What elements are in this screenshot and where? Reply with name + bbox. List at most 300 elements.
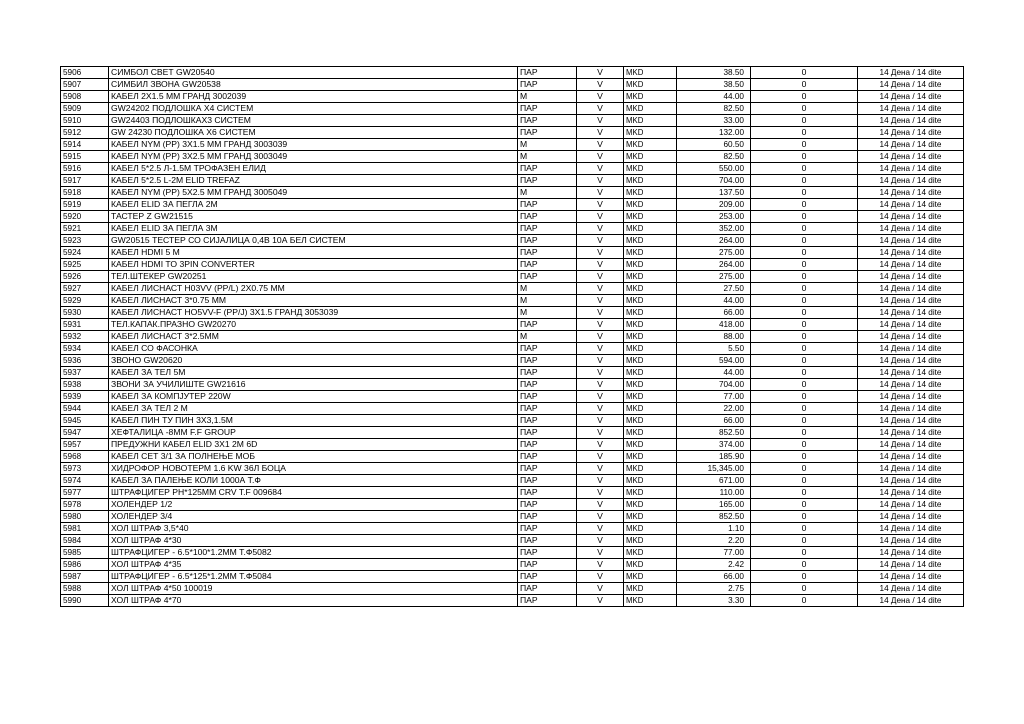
unit-cell: ПАР [518, 259, 577, 271]
price-cell: 550.00 [677, 163, 751, 175]
price-cell: 27.50 [677, 283, 751, 295]
delivery-term-cell: 14 Дена / 14 dite [858, 67, 964, 79]
v-cell: V [577, 283, 624, 295]
delivery-term-cell: 14 Дена / 14 dite [858, 451, 964, 463]
zero-cell: 0 [751, 199, 858, 211]
price-cell: 88.00 [677, 331, 751, 343]
zero-cell: 0 [751, 355, 858, 367]
v-cell: V [577, 151, 624, 163]
price-cell: 66.00 [677, 571, 751, 583]
price-cell: 852.50 [677, 427, 751, 439]
item-code: 5923 [61, 235, 109, 247]
item-code: 5920 [61, 211, 109, 223]
unit-cell: ПАР [518, 235, 577, 247]
currency-cell: MKD [624, 307, 677, 319]
item-code: 5917 [61, 175, 109, 187]
currency-cell: MKD [624, 511, 677, 523]
delivery-term-cell: 14 Дена / 14 dite [858, 595, 964, 607]
item-name: КАБЕЛ ЛИСНАСТ 3*0.75 ММ [109, 295, 518, 307]
item-name: КАБЕЛ 5*2.5 L-2M ELID TREFAZ [109, 175, 518, 187]
item-code: 5936 [61, 355, 109, 367]
item-code: 5932 [61, 331, 109, 343]
zero-cell: 0 [751, 499, 858, 511]
price-cell: 185.90 [677, 451, 751, 463]
price-cell: 2.75 [677, 583, 751, 595]
currency-cell: MKD [624, 187, 677, 199]
table-row [61, 547, 964, 559]
table-row [61, 499, 964, 511]
table-row [61, 163, 964, 175]
item-code: 5929 [61, 295, 109, 307]
item-name: КАБЕЛ СО ФАСОНКА [109, 343, 518, 355]
table-row [61, 595, 964, 607]
currency-cell: MKD [624, 319, 677, 331]
table-row [61, 259, 964, 271]
v-cell: V [577, 595, 624, 607]
v-cell: V [577, 355, 624, 367]
currency-cell: MKD [624, 247, 677, 259]
item-code: 5988 [61, 583, 109, 595]
v-cell: V [577, 463, 624, 475]
table-row [61, 175, 964, 187]
delivery-term-cell: 14 Дена / 14 dite [858, 439, 964, 451]
item-name: ТЕЛ.КАПАК.ПРАЗНО GW20270 [109, 319, 518, 331]
unit-cell: ПАР [518, 439, 577, 451]
zero-cell: 0 [751, 127, 858, 139]
delivery-term-cell: 14 Дена / 14 dite [858, 211, 964, 223]
item-name: КАБЕЛ HDMI 5 M [109, 247, 518, 259]
table-row [61, 199, 964, 211]
delivery-term-cell: 14 Дена / 14 dite [858, 403, 964, 415]
unit-cell: ПАР [518, 127, 577, 139]
currency-cell: MKD [624, 439, 677, 451]
price-cell: 264.00 [677, 235, 751, 247]
delivery-term-cell: 14 Дена / 14 dite [858, 115, 964, 127]
delivery-term-cell: 14 Дена / 14 dite [858, 559, 964, 571]
currency-cell: MKD [624, 391, 677, 403]
v-cell: V [577, 439, 624, 451]
item-code: 5919 [61, 199, 109, 211]
unit-cell: ПАР [518, 79, 577, 91]
table-row [61, 283, 964, 295]
item-code: 5916 [61, 163, 109, 175]
currency-cell: MKD [624, 163, 677, 175]
v-cell: V [577, 79, 624, 91]
zero-cell: 0 [751, 571, 858, 583]
currency-cell: MKD [624, 487, 677, 499]
zero-cell: 0 [751, 163, 858, 175]
item-code: 5978 [61, 499, 109, 511]
table-row [61, 451, 964, 463]
currency-cell: MKD [624, 79, 677, 91]
price-cell: 3.30 [677, 595, 751, 607]
zero-cell: 0 [751, 115, 858, 127]
item-name: GW24403 ПОДЛОШКАХ3 СИСТЕМ [109, 115, 518, 127]
item-name: КАБЕЛ ЗА ТЕЛ 2 М [109, 403, 518, 415]
table-row [61, 511, 964, 523]
zero-cell: 0 [751, 211, 858, 223]
unit-cell: ПАР [518, 511, 577, 523]
table-row [61, 439, 964, 451]
zero-cell: 0 [751, 487, 858, 499]
price-cell: 852.50 [677, 511, 751, 523]
table-row [61, 487, 964, 499]
delivery-term-cell: 14 Дена / 14 dite [858, 307, 964, 319]
zero-cell: 0 [751, 247, 858, 259]
unit-cell: ПАР [518, 355, 577, 367]
table-row [61, 367, 964, 379]
price-cell: 38.50 [677, 67, 751, 79]
unit-cell: ПАР [518, 319, 577, 331]
unit-cell: ПАР [518, 427, 577, 439]
item-code: 5910 [61, 115, 109, 127]
delivery-term-cell: 14 Дена / 14 dite [858, 427, 964, 439]
unit-cell: ПАР [518, 583, 577, 595]
v-cell: V [577, 571, 624, 583]
currency-cell: MKD [624, 295, 677, 307]
item-code: 5984 [61, 535, 109, 547]
item-code: 5945 [61, 415, 109, 427]
currency-cell: MKD [624, 475, 677, 487]
zero-cell: 0 [751, 67, 858, 79]
item-code: 5939 [61, 391, 109, 403]
item-name: ШТРАФЦИГЕР - 6.5*100*1.2ММ Т.Ф5082 [109, 547, 518, 559]
currency-cell: MKD [624, 175, 677, 187]
unit-cell: ПАР [518, 103, 577, 115]
item-name: КАБЕЛ ELID ЗА ПЕГЛА 3М [109, 223, 518, 235]
zero-cell: 0 [751, 151, 858, 163]
unit-cell: ПАР [518, 475, 577, 487]
currency-cell: MKD [624, 199, 677, 211]
price-cell: 275.00 [677, 247, 751, 259]
v-cell: V [577, 319, 624, 331]
v-cell: V [577, 499, 624, 511]
table-row [61, 559, 964, 571]
table-row [61, 475, 964, 487]
price-cell: 44.00 [677, 91, 751, 103]
table-row [61, 463, 964, 475]
unit-cell: М [518, 151, 577, 163]
currency-cell: MKD [624, 343, 677, 355]
delivery-term-cell: 14 Дена / 14 dite [858, 487, 964, 499]
price-cell: 704.00 [677, 175, 751, 187]
delivery-term-cell: 14 Дена / 14 dite [858, 463, 964, 475]
unit-cell: ПАР [518, 271, 577, 283]
item-name: КАБЕЛ NYM (PP) 3X2.5 ММ ГРАНД 3003049 [109, 151, 518, 163]
price-cell: 352.00 [677, 223, 751, 235]
v-cell: V [577, 163, 624, 175]
item-name: КАБЕЛ 2Х1.5 ММ ГРАНД 3002039 [109, 91, 518, 103]
zero-cell: 0 [751, 139, 858, 151]
unit-cell: ПАР [518, 415, 577, 427]
unit-cell: ПАР [518, 535, 577, 547]
item-name: ХОЛ ШТРАФ 3,5*40 [109, 523, 518, 535]
price-cell: 671.00 [677, 475, 751, 487]
zero-cell: 0 [751, 583, 858, 595]
item-code: 5915 [61, 151, 109, 163]
item-code: 5973 [61, 463, 109, 475]
table-row [61, 583, 964, 595]
item-name: ЗВОНО GW20620 [109, 355, 518, 367]
price-cell: 418.00 [677, 319, 751, 331]
zero-cell: 0 [751, 187, 858, 199]
currency-cell: MKD [624, 259, 677, 271]
unit-cell: ПАР [518, 403, 577, 415]
item-name: КАБЕЛ NYM (PP) 3X1.5 ММ ГРАНД 3003039 [109, 139, 518, 151]
currency-cell: MKD [624, 595, 677, 607]
table-row [61, 355, 964, 367]
currency-cell: MKD [624, 103, 677, 115]
delivery-term-cell: 14 Дена / 14 dite [858, 343, 964, 355]
currency-cell: MKD [624, 223, 677, 235]
item-code: 5944 [61, 403, 109, 415]
table-row [61, 271, 964, 283]
zero-cell: 0 [751, 523, 858, 535]
unit-cell: ПАР [518, 499, 577, 511]
item-code: 5927 [61, 283, 109, 295]
currency-cell: MKD [624, 427, 677, 439]
price-cell: 2.20 [677, 535, 751, 547]
item-name: ХИДРОФОР НОВОТЕРМ 1.6 KW 36Л БОЦА [109, 463, 518, 475]
currency-cell: MKD [624, 583, 677, 595]
delivery-term-cell: 14 Дена / 14 dite [858, 547, 964, 559]
delivery-term-cell: 14 Дена / 14 dite [858, 127, 964, 139]
unit-cell: ПАР [518, 115, 577, 127]
item-code: 5924 [61, 247, 109, 259]
delivery-term-cell: 14 Дена / 14 dite [858, 271, 964, 283]
item-code: 5918 [61, 187, 109, 199]
v-cell: V [577, 307, 624, 319]
item-name: КАБЕЛ ELID ЗА ПЕГЛА 2М [109, 199, 518, 211]
zero-cell: 0 [751, 403, 858, 415]
delivery-term-cell: 14 Дена / 14 dite [858, 583, 964, 595]
item-code: 5947 [61, 427, 109, 439]
table-body [61, 67, 964, 607]
zero-cell: 0 [751, 475, 858, 487]
table-row [61, 223, 964, 235]
unit-cell: М [518, 295, 577, 307]
item-code: 5914 [61, 139, 109, 151]
delivery-term-cell: 14 Дена / 14 dite [858, 319, 964, 331]
unit-cell: ПАР [518, 571, 577, 583]
price-cell: 22.00 [677, 403, 751, 415]
currency-cell: MKD [624, 283, 677, 295]
unit-cell: ПАР [518, 523, 577, 535]
item-code: 5977 [61, 487, 109, 499]
item-name: GW 24230 ПОДЛОШКА Х6 СИСТЕМ [109, 127, 518, 139]
delivery-term-cell: 14 Дена / 14 dite [858, 199, 964, 211]
table-row [61, 151, 964, 163]
table-row [61, 211, 964, 223]
unit-cell: ПАР [518, 487, 577, 499]
v-cell: V [577, 379, 624, 391]
price-cell: 82.50 [677, 103, 751, 115]
price-cell: 66.00 [677, 307, 751, 319]
delivery-term-cell: 14 Дена / 14 dite [858, 523, 964, 535]
currency-cell: MKD [624, 547, 677, 559]
price-cell: 209.00 [677, 199, 751, 211]
currency-cell: MKD [624, 355, 677, 367]
item-code: 5981 [61, 523, 109, 535]
delivery-term-cell: 14 Дена / 14 dite [858, 139, 964, 151]
delivery-term-cell: 14 Дена / 14 dite [858, 571, 964, 583]
price-cell: 77.00 [677, 391, 751, 403]
delivery-term-cell: 14 Дена / 14 dite [858, 379, 964, 391]
item-name: ПРЕДУЖНИ КАБЕЛ ELID 3X1 2M 6D [109, 439, 518, 451]
unit-cell: ПАР [518, 451, 577, 463]
delivery-term-cell: 14 Дена / 14 dite [858, 223, 964, 235]
unit-cell: ПАР [518, 391, 577, 403]
delivery-term-cell: 14 Дена / 14 dite [858, 259, 964, 271]
currency-cell: MKD [624, 379, 677, 391]
zero-cell: 0 [751, 91, 858, 103]
delivery-term-cell: 14 Дена / 14 dite [858, 331, 964, 343]
delivery-term-cell: 14 Дена / 14 dite [858, 91, 964, 103]
table-row [61, 103, 964, 115]
item-name: ХОЛЕНДЕР 1/2 [109, 499, 518, 511]
v-cell: V [577, 487, 624, 499]
table-row [61, 79, 964, 91]
v-cell: V [577, 211, 624, 223]
currency-cell: MKD [624, 151, 677, 163]
v-cell: V [577, 235, 624, 247]
zero-cell: 0 [751, 415, 858, 427]
zero-cell: 0 [751, 463, 858, 475]
item-code: 5907 [61, 79, 109, 91]
unit-cell: ПАР [518, 199, 577, 211]
unit-cell: ПАР [518, 175, 577, 187]
table-row [61, 571, 964, 583]
currency-cell: MKD [624, 115, 677, 127]
table-row [61, 403, 964, 415]
item-code: 5980 [61, 511, 109, 523]
price-cell: 275.00 [677, 271, 751, 283]
delivery-term-cell: 14 Дена / 14 dite [858, 475, 964, 487]
unit-cell: ПАР [518, 367, 577, 379]
v-cell: V [577, 547, 624, 559]
table-row [61, 307, 964, 319]
delivery-term-cell: 14 Дена / 14 dite [858, 415, 964, 427]
table-row [61, 139, 964, 151]
table-row [61, 343, 964, 355]
v-cell: V [577, 139, 624, 151]
item-name: КАБЕЛ ЛИСНАСТ HO5VV-F (PP/J) 3X1.5 ГРАНД 3053039 [109, 307, 518, 319]
item-code: 5974 [61, 475, 109, 487]
delivery-term-cell: 14 Дена / 14 dite [858, 283, 964, 295]
unit-cell: М [518, 307, 577, 319]
zero-cell: 0 [751, 223, 858, 235]
price-cell: 82.50 [677, 151, 751, 163]
delivery-term-cell: 14 Дена / 14 dite [858, 535, 964, 547]
price-cell: 33.00 [677, 115, 751, 127]
v-cell: V [577, 475, 624, 487]
zero-cell: 0 [751, 271, 858, 283]
v-cell: V [577, 583, 624, 595]
item-code: 5990 [61, 595, 109, 607]
zero-cell: 0 [751, 595, 858, 607]
delivery-term-cell: 14 Дена / 14 dite [858, 187, 964, 199]
delivery-term-cell: 14 Дена / 14 dite [858, 511, 964, 523]
currency-cell: MKD [624, 139, 677, 151]
table-row [61, 115, 964, 127]
zero-cell: 0 [751, 235, 858, 247]
zero-cell: 0 [751, 259, 858, 271]
table-row [61, 127, 964, 139]
v-cell: V [577, 259, 624, 271]
currency-cell: MKD [624, 127, 677, 139]
item-name: КАБЕЛ ЛИСНАСТ H03VV (PP/L) 2Х0.75 ММ [109, 283, 518, 295]
table-row [61, 391, 964, 403]
currency-cell: MKD [624, 91, 677, 103]
v-cell: V [577, 67, 624, 79]
item-code: 5909 [61, 103, 109, 115]
price-cell: 594.00 [677, 355, 751, 367]
item-name: КАБЕЛ ЗА ТЕЛ 5М [109, 367, 518, 379]
price-cell: 60.50 [677, 139, 751, 151]
item-code: 5921 [61, 223, 109, 235]
price-cell: 15,345.00 [677, 463, 751, 475]
delivery-term-cell: 14 Дена / 14 dite [858, 79, 964, 91]
v-cell: V [577, 403, 624, 415]
table-row [61, 331, 964, 343]
v-cell: V [577, 199, 624, 211]
item-name: КАБЕЛ 5*2.5 Л-1.5М ТРОФАЗЕН ЕЛИД [109, 163, 518, 175]
zero-cell: 0 [751, 547, 858, 559]
v-cell: V [577, 187, 624, 199]
currency-cell: MKD [624, 559, 677, 571]
currency-cell: MKD [624, 211, 677, 223]
zero-cell: 0 [751, 283, 858, 295]
delivery-term-cell: 14 Дена / 14 dite [858, 247, 964, 259]
currency-cell: MKD [624, 463, 677, 475]
table-row [61, 523, 964, 535]
item-name: СИМБОЛ СВЕТ GW20540 [109, 67, 518, 79]
delivery-term-cell: 14 Дена / 14 dite [858, 499, 964, 511]
item-code: 5986 [61, 559, 109, 571]
v-cell: V [577, 295, 624, 307]
price-cell: 264.00 [677, 259, 751, 271]
item-name: ХОЛ ШТРАФ 4*50 100019 [109, 583, 518, 595]
price-table [60, 66, 964, 607]
unit-cell: М [518, 91, 577, 103]
item-code: 5985 [61, 547, 109, 559]
zero-cell: 0 [751, 319, 858, 331]
zero-cell: 0 [751, 175, 858, 187]
zero-cell: 0 [751, 307, 858, 319]
currency-cell: MKD [624, 451, 677, 463]
unit-cell: М [518, 331, 577, 343]
zero-cell: 0 [751, 427, 858, 439]
v-cell: V [577, 559, 624, 571]
currency-cell: MKD [624, 403, 677, 415]
unit-cell: ПАР [518, 67, 577, 79]
v-cell: V [577, 427, 624, 439]
currency-cell: MKD [624, 499, 677, 511]
v-cell: V [577, 343, 624, 355]
table-row [61, 91, 964, 103]
item-name: ХОЛЕНДЕР 3/4 [109, 511, 518, 523]
zero-cell: 0 [751, 343, 858, 355]
table-row [61, 535, 964, 547]
item-name: КАБЕЛ ЗА КОМПЈУТЕР 220W [109, 391, 518, 403]
currency-cell: MKD [624, 415, 677, 427]
item-name: ШТРАФЦИГЕР PH*125MM CRV T.F 009684 [109, 487, 518, 499]
v-cell: V [577, 175, 624, 187]
item-name: GW24202 ПОДЛОШКА Х4 СИСТЕМ [109, 103, 518, 115]
price-cell: 5.50 [677, 343, 751, 355]
unit-cell: М [518, 283, 577, 295]
table-row [61, 235, 964, 247]
